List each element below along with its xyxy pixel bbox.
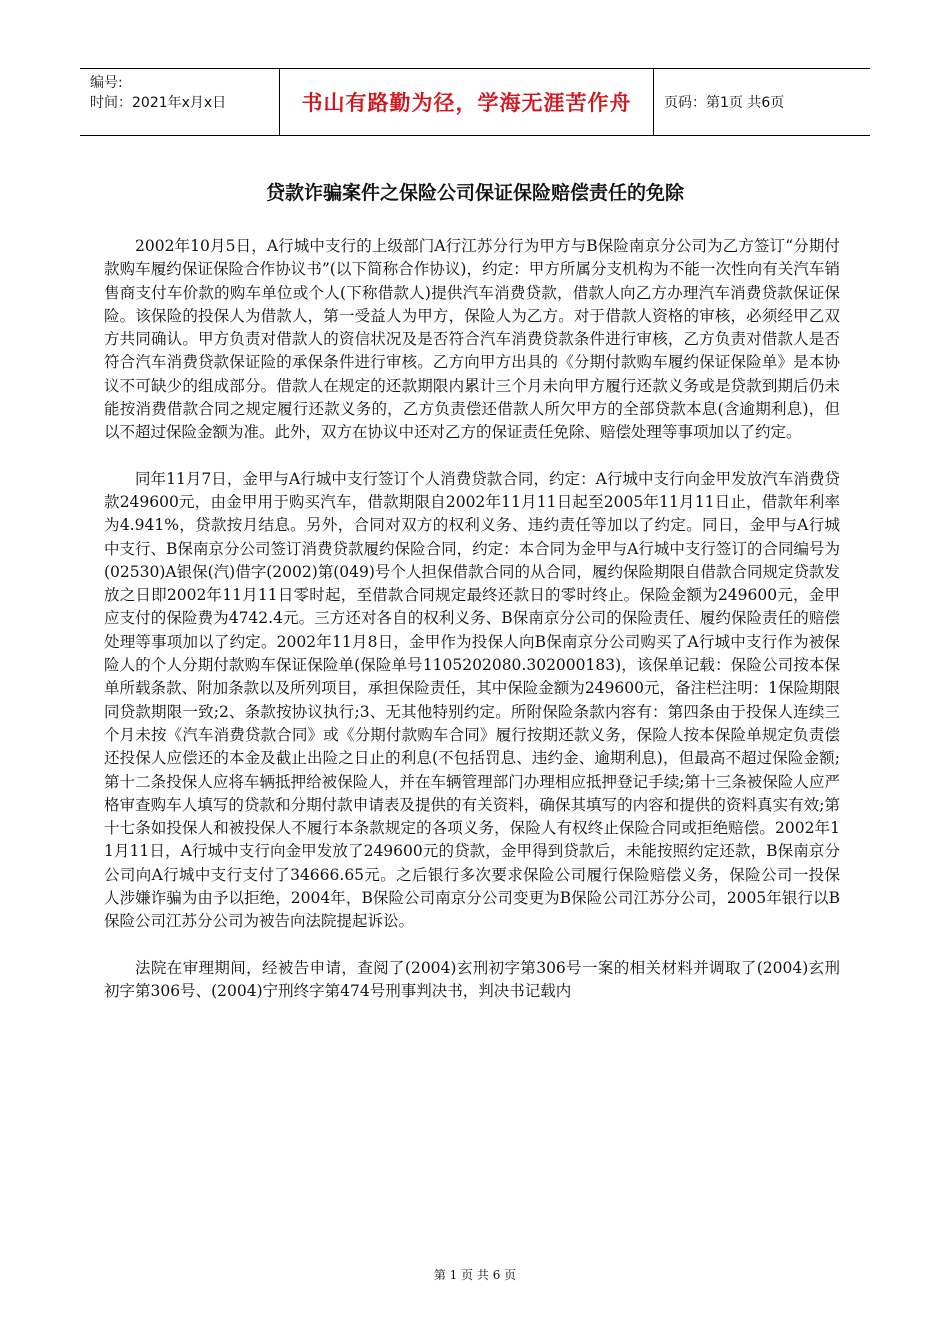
doc-date-label: 时间：2021年x月x日 bbox=[90, 95, 227, 111]
header-meta bbox=[80, 69, 280, 135]
paragraph-3: 法院在审理期间，经被告申请，查阅了(2004)玄刑初字第306号一案的相关材料并调取了(2004)玄刑初字第306号、(2004)宁刑终字第474号刑事判决书，判决书记载内 bbox=[104, 958, 840, 1000]
page-header bbox=[80, 68, 870, 136]
header-motto: 书山有路勤为径，学海无涯苦作舟 bbox=[280, 69, 654, 135]
doc-number-label: 编号: bbox=[90, 75, 123, 91]
page-footer: 第 1 页 共 6 页 bbox=[433, 1268, 517, 1282]
document-body bbox=[104, 235, 840, 1026]
header-page-info: 页码：第1页 共6页 bbox=[664, 95, 785, 111]
paragraph-2: 同年11月7日，金甲与A行城中支行签订个人消费贷款合同，约定：A行城中支行向金甲发放汽车消费贷款249600元，由金甲用于购买汽车，借款期限自2002年11月11日起至2005年11月11日止，借款年利率为4.941%，贷款按月结息。另外，合同对双方的权利义务、违约责任等加以了约定。同日，金甲与A行城中支行、B保南京分公司签订消费贷款履约保险合同，约定：本合同为金甲与A行城中支行签订的合同编号为(02530)A银保(汽)借字(2002)第(049)号个人担保借款合同的从合同，履约保险期限自借款合同规定贷款发放之日即2002年11月11日零时起，至借款合同规定最终还款日的零时终止。保险金额为249600元，金甲应支付的保险费为4742.4元。三方还对各自的权利义务、B保南京分公司的保险责任、履约保险责任的赔偿处理等事项加以了约定。2002年11月8日，金甲作为投保人向B保南京分公司购买了A行城中支行作为被保险人的个人分期付款购车保证保险单(保险单号1105202080.302000183)，该保单记载：保险公司按本保单所载条款、附加条款以及所列项目，承担保险责任，其中保险金额为249600元，备注栏注明：1保险期限同贷款期限一致;2、条款按协议执行;3、无其他特别约定。所附保险条款内容有：第四条由于投保人连续三个月未按《汽车消费贷款合同》或《分期付款购车合同》履行按期还款义务，保险人按本保险单规定负责偿还投保人应偿还的本金及截止出险之日止的利息(不包括罚息、违约金、逾期利息)，但最高不超过保险金额;第十二条投保人应将车辆抵押给被保险人，并在车辆管理部门办理相应抵押登记手续;第十三条被保险人应严格审查购车人填写的贷款和分期付款申请表及提供的有关资料，确保其填写的内容和提供的资料真实有效;第十七条如投保人和被投保人不履行本条款规定的各项义务，保险人有权终止保险合同或拒绝赔偿。2002年11月11日，A行城中支行向金甲发放了249600元的贷款，金甲得到贷款后，未能按照约定还款，B保南京分公司向A行城中支行支付了34666.65元。之后银行多次要求保险公司履行保险赔偿义务，保险公司一投保人涉嫌诈骗为由予以拒绝，2004年，B保险公司南京分公司变更为B保险公司江苏分公司，2005年银行以B保险公司江苏分公司为被告向法院提起诉讼。 bbox=[104, 469, 840, 931]
paragraph-1: 2002年10月5日，A行城中支行的上级部门A行江苏分行为甲方与B保险南京分公司为乙方签订“分期付款购车履约保证保险合作协议书”(以下简称合作协议)，约定：甲方所属分支机构为不能一次性向有关汽车销售商支付车价款的购车单位或个人(下称借款人)提供汽车消费贷款，借款人向乙方办理汽车消费贷款保证保险。该保险的投保人为借款人，第一受益人为甲方，保险人为乙方。对于借款人资格的审核，必须经甲乙双方共同确认。甲方负责对借款人的资信状况及是否符合汽车消费贷款条件进行审核，乙方负责对借款人是否符合汽车消费贷款保证险的承保条件进行审核。乙方向甲方出具的《分期付款购车履约保证保险单》是本协议不可缺少的组成部分。借款人在规定的还款期限内累计三个月未向甲方履行还款义务或是贷款到期后仍未能按消费借款合同之规定履行还款义务的，乙方负责偿还借款人所欠甲方的全部贷款本息(含逾期利息)，但以不超过保险金额为准。此外，双方在协议中还对乙方的保证责任免除、赔偿处理等事项加以了约定。 bbox=[104, 237, 840, 442]
document-title: 贷款诈骗案件之保险公司保证保险赔偿责任的免除 bbox=[265, 182, 684, 204]
